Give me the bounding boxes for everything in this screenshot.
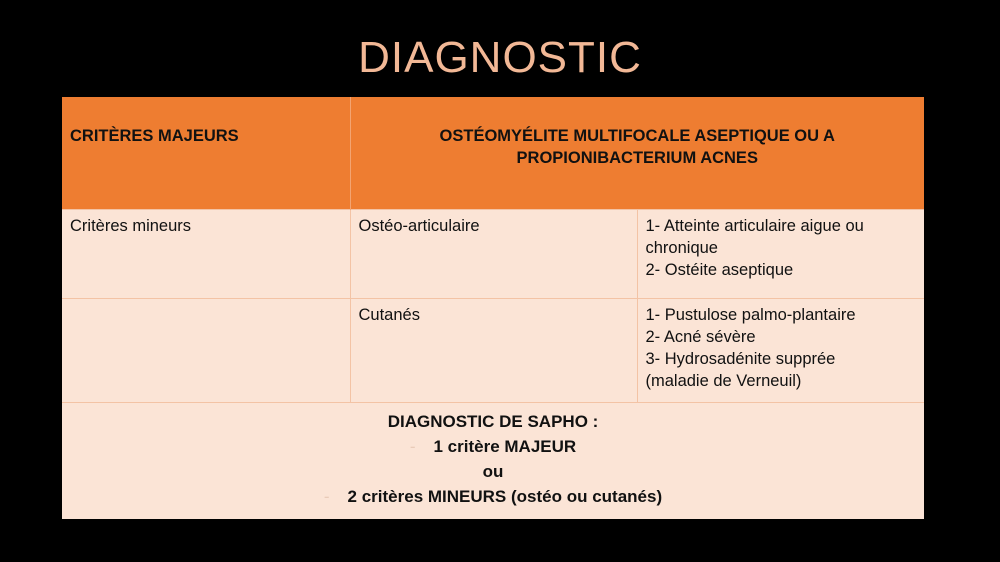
summary-text: 1 critère MAJEUR [433,436,577,456]
summary-line: ou [482,461,504,481]
row-items [637,298,924,402]
row-item: 1- Pustulose palmo-plantaire [645,305,856,324]
row-item: (maladie de Verneuil) [645,371,802,390]
row-category: Cutanés [350,298,637,402]
row-item: 2- Acné sévère [645,327,756,346]
header-major-criteria: CRITÈRES MAJEURS [62,97,350,209]
diagnostic-summary-row [62,402,924,519]
summary-heading: DIAGNOSTIC DE SAPHO : [387,411,599,431]
row-label: Critères mineurs [62,209,350,298]
row-item: 3- Hydrosadénite supprée [645,349,836,368]
criteria-table [62,97,924,519]
header-description-line: OSTÉOMYÉLITE MULTIFOCALE ASEPTIQUE OU A [439,127,835,145]
summary-line [62,434,924,459]
row-label [62,298,350,402]
header-description-line: PROPIONIBACTERIUM ACNES [516,149,758,167]
summary-line [62,484,924,509]
header-major-description [350,97,924,209]
table-header-row [62,97,924,209]
slide-title: DIAGNOSTIC [358,33,642,82]
diagnostic-summary [62,402,924,519]
bullet-dash: - [409,436,416,456]
row-category: Ostéo-articulaire [350,209,637,298]
summary-text: 2 critères MINEURS (ostéo ou cutanés) [347,486,663,506]
table-row [62,209,924,298]
row-items [637,209,924,298]
bullet-dash: - [323,486,330,506]
row-item: 2- Ostéite aseptique [645,260,794,279]
row-item: chronique [645,238,718,257]
row-item: 1- Atteinte articulaire aigue ou [645,216,864,235]
table-row [62,298,924,402]
